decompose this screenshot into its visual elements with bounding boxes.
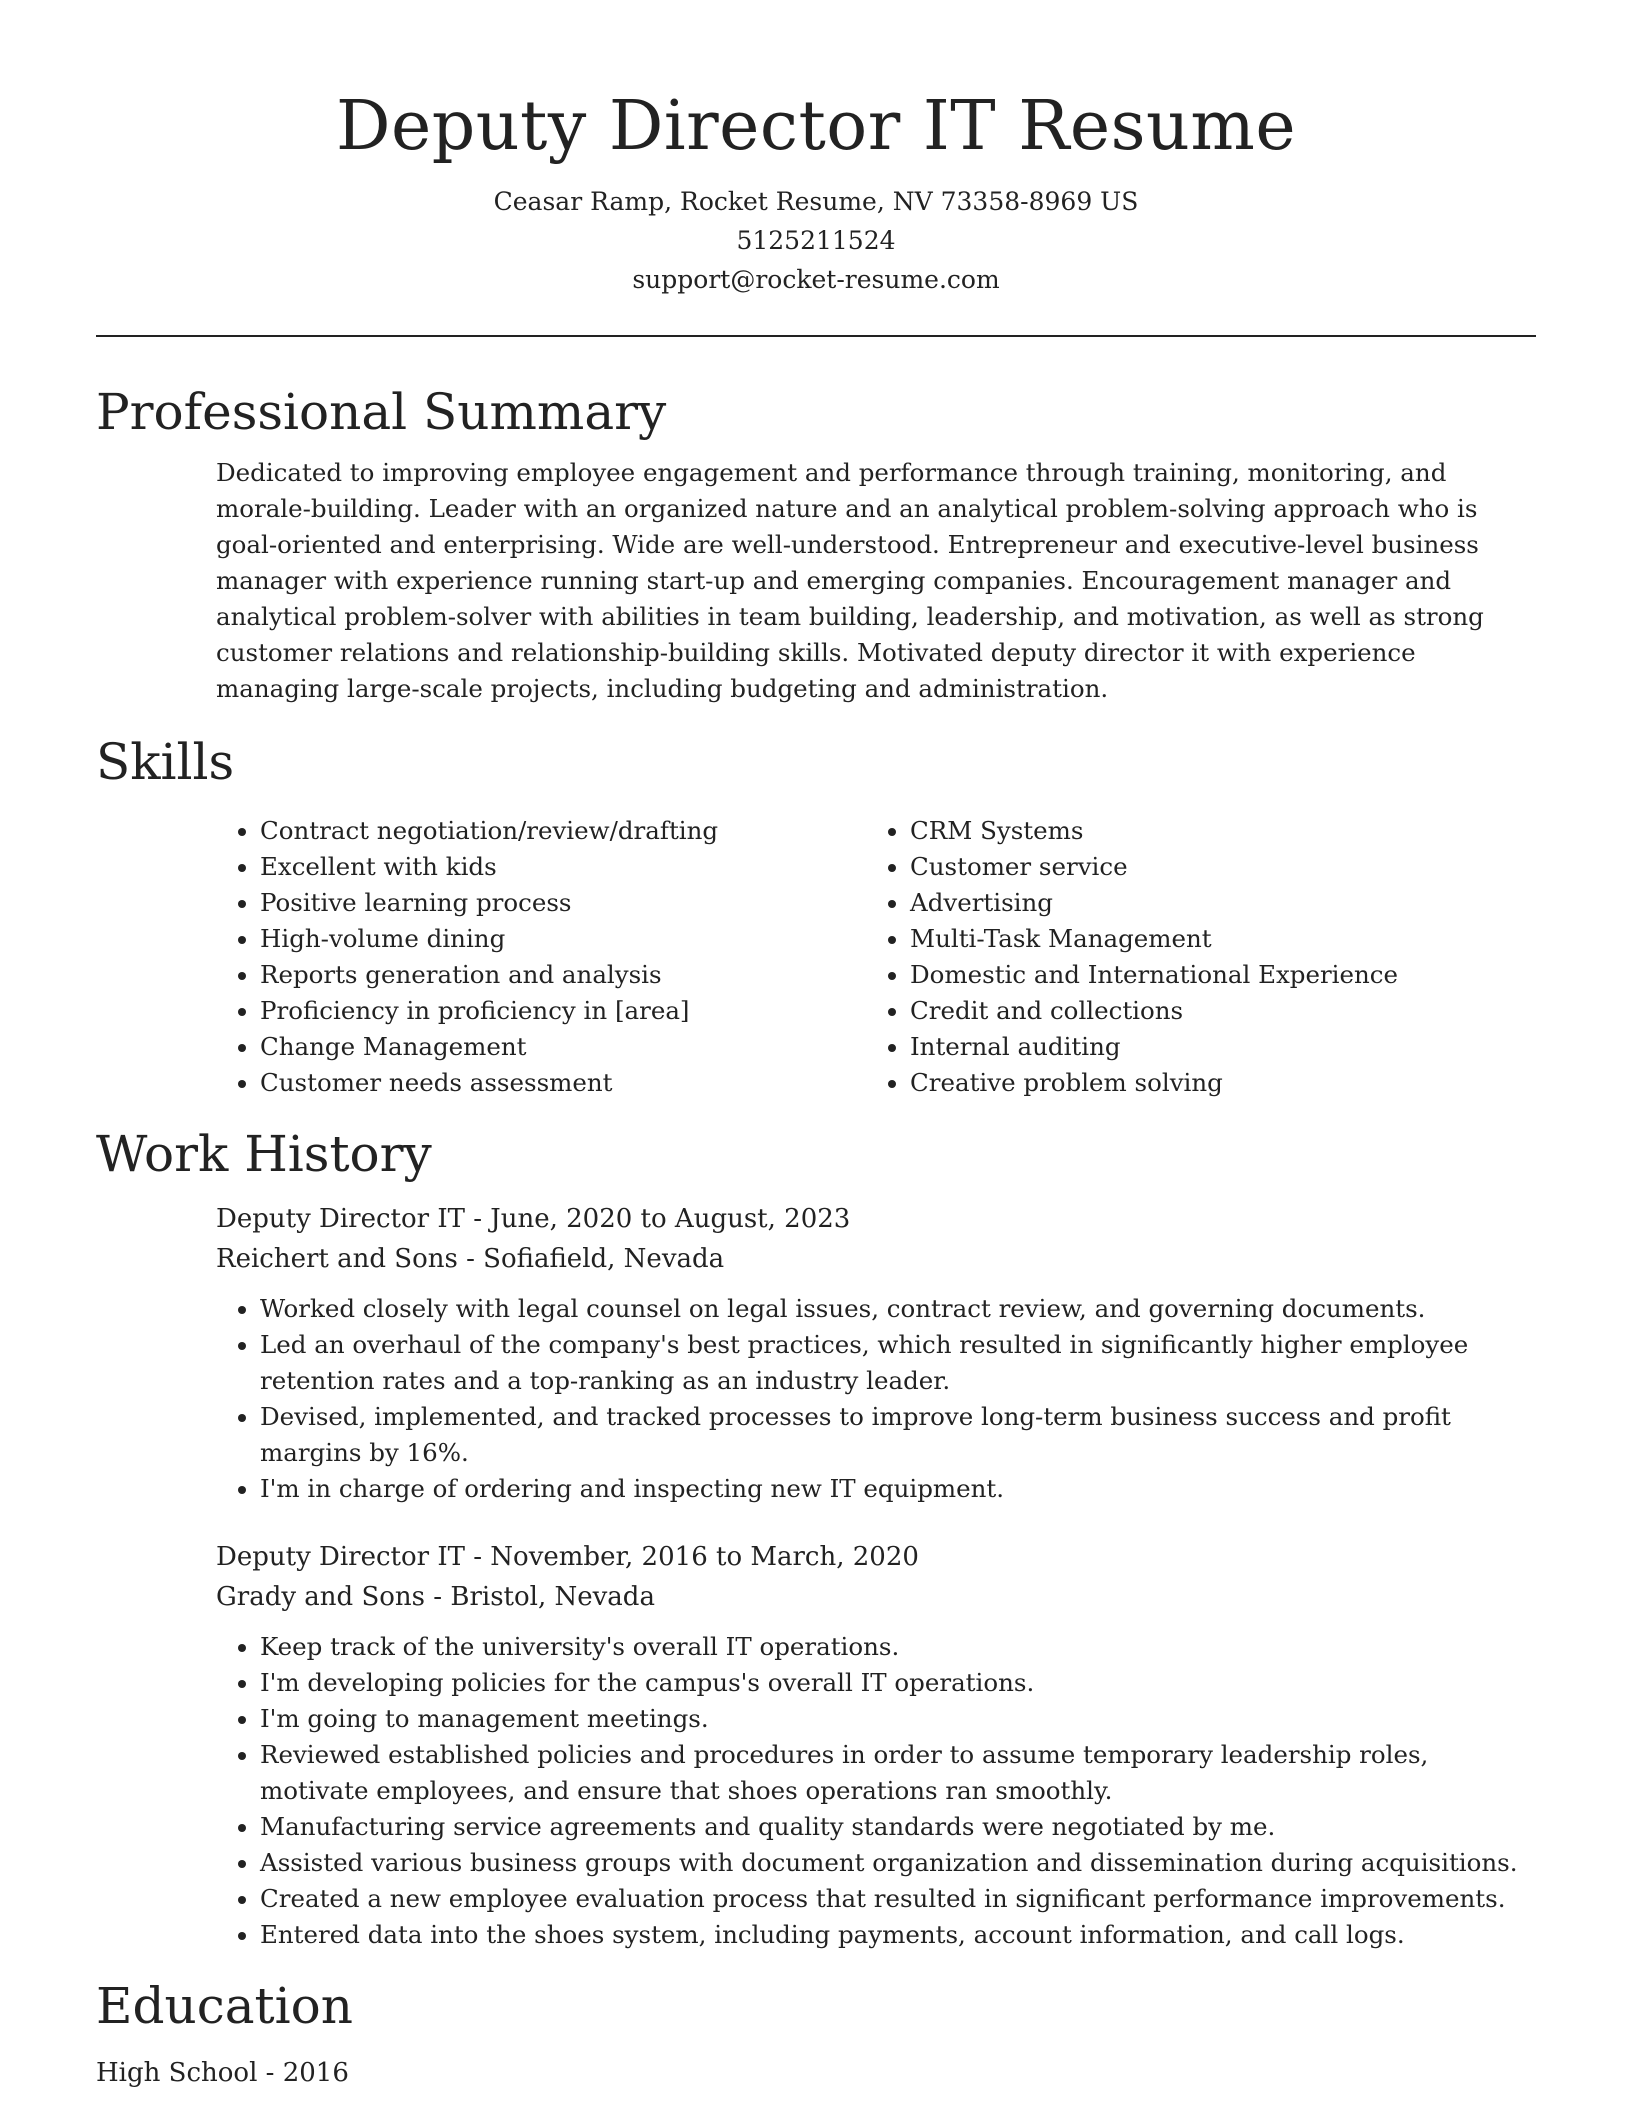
job-bullet: • I'm going to management meetings. <box>260 1701 1536 1737</box>
skill-item: • High-volume dining <box>260 921 866 957</box>
skill-item: • Positive learning process <box>260 885 866 921</box>
skill-item: • Creative problem solving <box>910 1065 1516 1101</box>
contact-email: support@rocket-resume.com <box>632 265 1000 294</box>
job-separator: - <box>457 1244 484 1274</box>
job-bullet: • Entered data into the shoes system, including payments, account information, and call logs. <box>260 1917 1536 1953</box>
resume-header <box>96 0 1536 299</box>
contact-phone: 5125211524 <box>736 226 896 255</box>
skills-section <box>96 729 1536 1101</box>
resume-page <box>96 0 1536 2093</box>
education-section <box>96 1973 1536 2093</box>
job-location: Sofiafield, Nevada <box>483 1244 725 1274</box>
skills-heading: Skills <box>96 733 235 791</box>
job-bullet: • Devised, implemented, and tracked processes to improve long-term business success and profit margins by 16%. <box>260 1399 1536 1471</box>
job-bullet: • Manufacturing service agreements and quality standards were negotiated by me. <box>260 1809 1536 1845</box>
summary-text: Dedicated to improving employee engagement and performance through training, monitoring, and morale-building. Leader with an organized nature and an analytical problem-solving approach who is goal-oriented and enterprising. Wide are well-understood. Entrepreneur and executive-level business manager with experience running start-up and emerging companies. Encouragement manager and analytical problem-solver with abilities in team building, leadership, and motivation, as well as strong customer relations and relationship-building skills. Motivated deputy director it with experience managing large-scale projects, including budgeting and administration. <box>216 458 1484 703</box>
skill-item: • Multi-Task Management <box>910 921 1516 957</box>
job-company: Grady and Sons <box>216 1582 426 1612</box>
education-entry: High School - 2016 <box>96 2058 349 2088</box>
skill-item: • Change Management <box>260 1029 866 1065</box>
job-separator: - <box>464 1542 491 1572</box>
skill-item: • Contract negotiation/review/drafting <box>260 813 866 849</box>
job-bullet: • Created a new employee evaluation process that resulted in significant performance improvements. <box>260 1881 1536 1917</box>
work-heading: Work History <box>96 1125 432 1183</box>
skill-item: • Credit and collections <box>910 993 1516 1029</box>
job-bullets <box>216 1629 1536 1953</box>
job-bullet: • Led an overhaul of the company's best practices, which resulted in significantly higher employee retention rates and a top-ranking as an industry leader. <box>260 1327 1536 1399</box>
job-bullet: • Assisted various business groups with document organization and dissemination during acquisitions. <box>260 1845 1536 1881</box>
header-divider <box>96 335 1536 337</box>
job-bullet: • Keep track of the university's overall IT operations. <box>260 1629 1536 1665</box>
job-dates: June, 2020 to August, 2023 <box>490 1204 851 1234</box>
skill-item: • CRM Systems <box>910 813 1516 849</box>
education-heading: Education <box>96 1977 353 2035</box>
summary-section <box>96 379 1536 707</box>
job-bullets <box>216 1291 1536 1507</box>
job-title-line <box>216 1537 1536 1577</box>
skills-list-left <box>216 813 866 1101</box>
contact-address: Ceasar Ramp, Rocket Resume, NV 73358-8969 US <box>493 187 1139 216</box>
job-entry <box>216 1199 1536 1507</box>
job-bullet: • Worked closely with legal counsel on legal issues, contract review, and governing documents. <box>260 1291 1536 1327</box>
skill-item: • Customer service <box>910 849 1516 885</box>
job-company-line <box>216 1239 1536 1279</box>
skill-item: • Internal auditing <box>910 1029 1516 1065</box>
summary-heading: Professional Summary <box>96 383 667 441</box>
work-section <box>96 1121 1536 1953</box>
job-dates: November, 2016 to March, 2020 <box>490 1542 919 1572</box>
skill-item: • Proficiency in proficiency in [area] <box>260 993 866 1029</box>
skills-column-right <box>866 813 1516 1101</box>
skills-column-left <box>216 813 866 1101</box>
skill-item: • Customer needs assessment <box>260 1065 866 1101</box>
job-entry <box>216 1537 1536 1953</box>
skills-list-right <box>866 813 1516 1101</box>
contact-block <box>96 182 1536 299</box>
skill-item: • Advertising <box>910 885 1516 921</box>
job-separator: - <box>425 1582 451 1612</box>
job-separator: - <box>464 1204 491 1234</box>
job-bullet: • I'm developing policies for the campus's overall IT operations. <box>260 1665 1536 1701</box>
skill-item: • Domestic and International Experience <box>910 957 1516 993</box>
job-company-line <box>216 1577 1536 1617</box>
job-location: Bristol, Nevada <box>450 1582 655 1612</box>
skill-item: • Excellent with kids <box>260 849 866 885</box>
job-bullet: • Reviewed established policies and procedures in order to assume temporary leadership roles, motivate employees, and ensure that shoes operations ran smoothly. <box>260 1737 1536 1809</box>
job-title-line <box>216 1199 1536 1239</box>
skills-columns <box>216 813 1536 1101</box>
job-role: Deputy Director IT <box>216 1542 465 1572</box>
skill-item: • Reports generation and analysis <box>260 957 866 993</box>
job-company: Reichert and Sons <box>216 1244 458 1274</box>
job-role: Deputy Director IT <box>216 1204 465 1234</box>
resume-title: Deputy Director IT Resume <box>335 87 1297 166</box>
job-bullet: • I'm in charge of ordering and inspecting new IT equipment. <box>260 1471 1536 1507</box>
